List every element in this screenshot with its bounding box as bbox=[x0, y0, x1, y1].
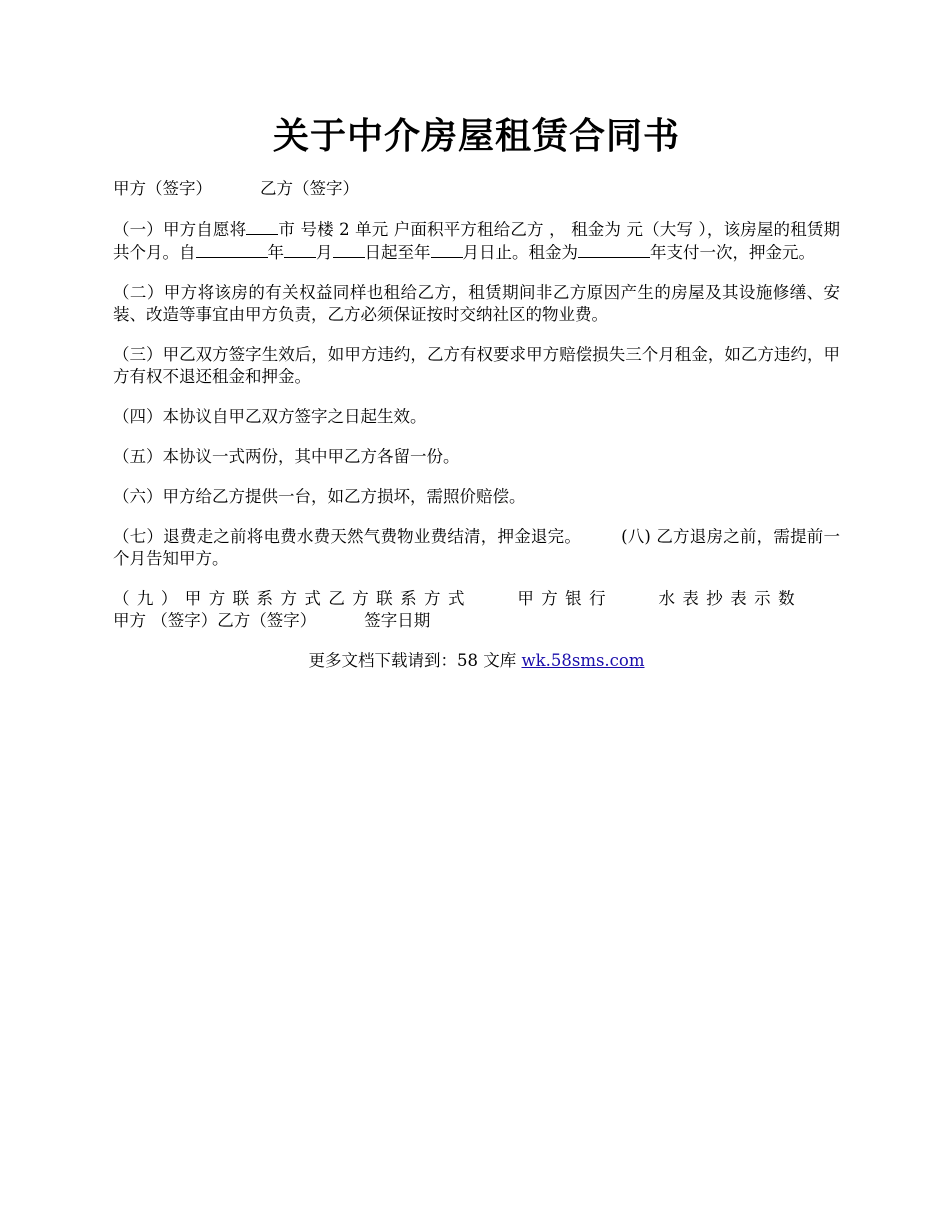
blank-field bbox=[284, 241, 316, 258]
download-footer bbox=[113, 650, 840, 672]
contract-page bbox=[113, 0, 840, 672]
clause-1: （一）甲方自愿将 市 号楼 2 单元 户面积平方租给乙方 ， 租金为 元（大写 ），该房屋的租赁期共个月。自 年 月 日起至年 月日止。租金为 年支付一次，押金元。 bbox=[113, 220, 840, 262]
clause-7: （七）退费走之前将电费水费天然气费物业费结清，押金退完。 bbox=[113, 527, 582, 546]
blank-field bbox=[578, 241, 650, 258]
blank-field bbox=[246, 218, 278, 235]
footer-link[interactable]: wk.58sms.com bbox=[521, 651, 645, 670]
blank-field bbox=[333, 241, 365, 258]
blank-field bbox=[196, 241, 268, 258]
clause-6: （六）甲方给乙方提供一台，如乙方损坏，需照价赔偿。 bbox=[113, 487, 526, 506]
footer-text: 更多文档下载请到：58 文库 bbox=[308, 651, 522, 670]
clause-7-8 bbox=[113, 526, 840, 570]
document-title: 关于中介房屋租赁合同书 bbox=[272, 115, 680, 157]
party-a-signature-label: 甲方（签字） bbox=[113, 179, 212, 198]
party-b-signature-label: 乙方（签字） bbox=[260, 179, 359, 198]
signature-line bbox=[113, 178, 840, 200]
clause-4: （四）本协议自甲乙双方签字之日起生效。 bbox=[113, 407, 427, 426]
blank-field bbox=[431, 241, 463, 258]
clause-3: （三）甲乙双方签字生效后，如甲方违约，乙方有权要求甲方赔偿损失三个月租金，如乙方违约，甲方有权不退还租金和押金。 bbox=[113, 345, 840, 386]
clause-8: (八) 乙方退房之前，需提前一个月告知甲方。 bbox=[113, 527, 840, 568]
clause-5: （五）本协议一式两份，其中甲乙方各留一份。 bbox=[113, 447, 460, 466]
clause-2: （二）甲方将该房的有关权益同样也租给乙方，租赁期间非乙方原因产生的房屋及其设施修缮、安装、改造等事宜由甲方负责，乙方必须保证按时交纳社区的物业费。 bbox=[113, 283, 840, 324]
clause-9: （九）甲方联系方式乙方联系方式 甲方银行 水表抄表示数甲方 （签字）乙方（签字） 签字日期 bbox=[113, 589, 803, 630]
